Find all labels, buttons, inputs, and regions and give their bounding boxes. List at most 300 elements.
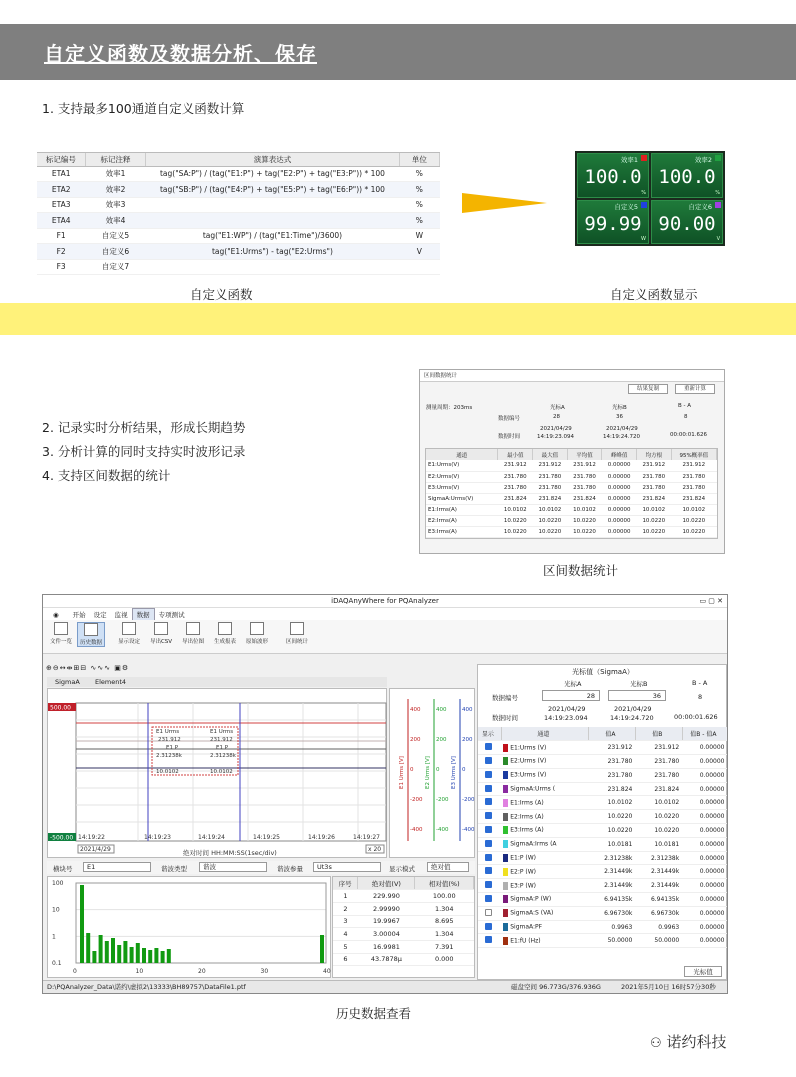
table-cell — [478, 810, 501, 824]
x-tick-label: 14:19:22 — [78, 834, 105, 841]
caption-func: 自定义函数 — [190, 287, 253, 302]
table-row — [333, 890, 474, 903]
table-cell: E2:Urms(V) — [426, 471, 498, 482]
cp-cursor-a: 光标A — [564, 680, 582, 688]
cursor-value-label: 10.0102 — [156, 769, 179, 775]
table-row — [478, 796, 728, 810]
table-cell — [478, 851, 501, 865]
table-cell: E2:Irms(A) — [426, 515, 498, 526]
table-cell: 10.0220 — [589, 810, 636, 824]
series-color-swatch — [503, 923, 508, 931]
menu-item[interactable]: 监视 — [114, 611, 128, 619]
right-axes — [390, 689, 476, 859]
harm-bar — [167, 949, 171, 963]
table-row — [426, 482, 717, 493]
time-label: 数据时间 — [498, 434, 521, 440]
ribbon-label: 区间统计 — [285, 639, 308, 645]
table-cell: 0.00000 — [682, 906, 727, 920]
show-checkbox[interactable] — [485, 840, 492, 847]
show-checkbox[interactable] — [485, 923, 492, 930]
show-checkbox[interactable] — [485, 757, 492, 764]
table-cell — [146, 197, 400, 213]
table-cell: 1.304 — [415, 928, 474, 941]
formula-header: 标记注释 — [85, 153, 145, 166]
table-row — [426, 504, 717, 515]
cp-num-label: 数据编号 — [492, 694, 518, 702]
table-cell: 231.780 — [671, 471, 716, 482]
zoom-label: x 20 — [368, 846, 382, 853]
x-tick-label: 14:19:26 — [308, 834, 335, 841]
table-cell: 10.0102 — [637, 504, 672, 515]
cursor-value-button[interactable]: 光标值 — [684, 966, 722, 977]
table-cell: 5 — [333, 940, 358, 953]
param-label: 谐波参量 — [277, 865, 303, 873]
ribbon-button[interactable] — [77, 622, 105, 647]
table-cell: 10.0220 — [567, 515, 602, 526]
table-row — [478, 782, 728, 796]
table-cell: 10.0181 — [635, 837, 682, 851]
table-cell: 231.824 — [567, 493, 602, 504]
table-cell: 231.912 — [671, 460, 716, 471]
harm-y-tick: 1 — [52, 933, 56, 941]
table-cell: 231.824 — [498, 493, 533, 504]
menu-item[interactable]: 开始 — [72, 611, 86, 619]
table-cell: 10.0102 — [671, 504, 716, 515]
right-axis-tick: 0 — [436, 767, 440, 773]
stats-header: 峰峰值 — [602, 449, 637, 460]
harm-x-tick: 0 — [73, 968, 77, 975]
channel-name: SigmaA:P (W) — [510, 895, 552, 903]
table-row — [478, 851, 728, 865]
series-color-swatch — [503, 895, 508, 903]
harm-bar — [99, 935, 103, 963]
right-axis-tick: 200 — [436, 737, 447, 743]
table-cell — [501, 755, 588, 769]
chart-tabs — [47, 677, 387, 687]
stats-header: 最小值 — [498, 449, 533, 460]
param-select[interactable]: Ut3s — [313, 862, 381, 872]
harm-bar — [105, 941, 109, 963]
window-title: iDAQAnyWhere for PQAnalyzer — [43, 595, 727, 608]
divider-band — [0, 303, 796, 335]
cp-time-b: 14:19:24.720 — [610, 714, 654, 722]
table-cell: 231.912 — [533, 460, 568, 471]
show-checkbox[interactable] — [485, 771, 492, 778]
cp-num-a-input[interactable]: 28 — [542, 690, 600, 701]
table-cell: 2.31449k — [635, 865, 682, 879]
table-cell: 自定义5 — [85, 228, 145, 244]
time-a: 14:19:23.094 — [537, 434, 574, 440]
ribbon-button[interactable] — [211, 622, 239, 645]
cp-time-a-date: 2021/04/29 — [548, 705, 586, 713]
cursor-table-header: 值B — [635, 727, 682, 741]
table-cell: V — [399, 244, 439, 260]
table-row — [426, 526, 717, 537]
table-row — [426, 460, 717, 471]
harm-table-header: 相对值(%) — [415, 877, 474, 890]
table-cell — [501, 906, 588, 920]
meter-color-chip — [715, 202, 721, 208]
table-cell — [501, 741, 588, 755]
harm-bar — [142, 948, 146, 963]
mode-select[interactable]: 绝对值 — [427, 862, 469, 872]
right-axis-tick: -200 — [462, 797, 475, 803]
table-cell: 231.780 — [635, 755, 682, 769]
series-color-swatch — [503, 854, 508, 862]
show-checkbox[interactable] — [485, 909, 492, 916]
table-cell — [501, 782, 588, 796]
table-cell: 0.00000 — [682, 741, 727, 755]
table-cell: 231.780 — [498, 471, 533, 482]
channel-name: E1:Irms (A) — [510, 799, 544, 807]
table-cell — [501, 893, 588, 907]
harm-y-tick: 10 — [52, 906, 60, 914]
table-cell: 10.0181 — [589, 837, 636, 851]
right-axis-tick: -400 — [462, 827, 475, 833]
stats-header: 均方根 — [637, 449, 672, 460]
cursor-panel — [477, 664, 727, 980]
ribbon-button[interactable] — [243, 622, 271, 645]
channel-name: E1:P (W) — [510, 854, 537, 862]
table-cell: 10.0102 — [589, 796, 636, 810]
table-cell: 2.31238k — [589, 851, 636, 865]
table-cell: 231.780 — [589, 768, 636, 782]
num-diff: 8 — [684, 414, 688, 420]
table-cell: 231.912 — [498, 460, 533, 471]
harm-bar — [320, 935, 324, 963]
table-cell: 6 — [333, 953, 358, 966]
chart-toolbar[interactable]: ⊕⊖↔⇹⊞⊟ ∿∿∿ ▣⚙ — [46, 664, 130, 672]
show-checkbox[interactable] — [485, 812, 492, 819]
table-cell: 10.0220 — [637, 526, 672, 537]
table-cell — [501, 810, 588, 824]
x-axis-label: 绝对时间 HH:MM:SS(1sec/div) — [183, 849, 277, 857]
meter-value: 90.00 — [658, 212, 716, 235]
table-cell: 231.824 — [635, 782, 682, 796]
harm-x-tick: 40 — [323, 968, 331, 975]
series-color-swatch — [503, 882, 508, 890]
cursor-value-label: 231.912 — [158, 737, 181, 743]
harm-x-tick: 30 — [260, 968, 269, 975]
ribbon-icon — [154, 622, 168, 635]
time-diff: 00:00:01.626 — [670, 432, 707, 438]
menu-item[interactable]: 专项测试 — [158, 611, 185, 619]
table-cell: 2 — [333, 902, 358, 915]
table-row — [37, 182, 440, 198]
menu-item[interactable]: 设定 — [93, 611, 107, 619]
table-cell: 231.912 — [589, 741, 636, 755]
harm-y-tick: 100 — [52, 880, 64, 887]
table-cell: 6.94135k — [589, 893, 636, 907]
ribbon-label: 导出位图 — [181, 639, 204, 645]
table-cell — [478, 796, 501, 810]
table-cell: 0.00000 — [682, 893, 727, 907]
table-cell: 10.0220 — [533, 526, 568, 537]
harmonic-chart-panel — [47, 876, 331, 978]
cp-num-diff: 8 — [698, 693, 703, 701]
table-cell — [501, 851, 588, 865]
type-select[interactable]: 谐波 — [199, 862, 267, 872]
cursor-value-label: E1 P — [216, 745, 229, 751]
table-cell: 229.990 — [358, 890, 415, 903]
right-axis-tick: 400 — [462, 707, 473, 713]
table-cell: 100.00 — [415, 890, 474, 903]
table-cell: 10.0102 — [635, 796, 682, 810]
table-cell: tag("SA:P") / (tag("E1:P") + tag("E2:P") + tag("E3:P")) * 100 — [146, 166, 400, 182]
raxis-label-2: E2 Urms [V] — [425, 756, 431, 789]
meter-tile — [651, 153, 723, 198]
table-cell: 0.00000 — [602, 482, 637, 493]
table-cell: E3:Urms(V) — [426, 482, 498, 493]
table-cell: 231.824 — [533, 493, 568, 504]
channel-name: E1:Urms (V) — [510, 744, 547, 752]
wechat-icon: ⚇ — [650, 1036, 662, 1051]
table-cell: 0.00000 — [602, 471, 637, 482]
right-axis-tick: 400 — [436, 707, 447, 713]
cp-time-label: 数据时间 — [492, 714, 518, 722]
show-checkbox[interactable] — [485, 895, 492, 902]
table-row — [478, 741, 728, 755]
table-cell: 10.0220 — [498, 526, 533, 537]
table-cell: ETA3 — [37, 197, 85, 213]
table-cell: 0.00000 — [682, 865, 727, 879]
formula-header: 标记编号 — [37, 153, 85, 166]
page-title: 自定义函数及数据分析、保存 — [44, 42, 317, 66]
table-cell: 16.9981 — [358, 940, 415, 953]
table-cell: ETA4 — [37, 213, 85, 229]
meter-select[interactable]: E1 — [83, 862, 151, 872]
series-color-swatch — [503, 840, 508, 848]
status-bar — [43, 980, 727, 993]
x-tick-label: 14:19:25 — [253, 834, 280, 841]
cursor-value-label: E1 P — [166, 745, 179, 751]
ribbon — [43, 620, 727, 654]
table-cell: F2 — [37, 244, 85, 260]
harm-bar — [80, 885, 84, 963]
table-cell: 10.0102 — [567, 504, 602, 515]
table-row — [478, 893, 728, 907]
ribbon-button[interactable] — [147, 622, 175, 645]
table-row — [333, 915, 474, 928]
ribbon-button[interactable] — [283, 622, 311, 645]
table-row — [37, 228, 440, 244]
ribbon-icon — [54, 622, 68, 635]
right-axis-tick: 400 — [410, 707, 421, 713]
table-cell: 1 — [333, 890, 358, 903]
table-cell: 0.00000 — [682, 824, 727, 838]
cursor-b-label: 光标B — [612, 405, 627, 411]
formula-table — [37, 152, 440, 274]
table-cell: 3 — [333, 915, 358, 928]
tab-sigmaa[interactable]: SigmaA — [55, 678, 80, 686]
table-row — [426, 493, 717, 504]
table-cell: 0.00000 — [602, 504, 637, 515]
channel-name: E3:Urms (V) — [510, 771, 547, 779]
menu-item[interactable]: 数据 — [132, 608, 155, 622]
show-checkbox[interactable] — [485, 826, 492, 833]
type-label: 谐波类型 — [161, 865, 187, 873]
table-row — [37, 213, 440, 229]
right-axes-panel — [389, 688, 475, 858]
series-color-swatch — [503, 826, 508, 834]
channel-name: SigmaA:PF — [510, 923, 543, 931]
ribbon-label: 原始波形 — [245, 639, 268, 645]
arrow-right-icon — [462, 193, 547, 213]
right-axis-tick: -400 — [436, 827, 449, 833]
show-checkbox[interactable] — [485, 785, 492, 792]
table-row — [333, 902, 474, 915]
table-cell: 231.912 — [637, 460, 672, 471]
status-time: 2021年5月10日 16时57分30秒 — [621, 983, 716, 991]
recalc-button[interactable]: 重新计算 — [675, 384, 715, 394]
show-checkbox[interactable] — [485, 881, 492, 888]
table-row — [478, 920, 728, 934]
stats-grid — [425, 448, 718, 539]
table-cell: 231.780 — [567, 471, 602, 482]
table-row — [37, 166, 440, 182]
show-checkbox[interactable] — [485, 867, 492, 874]
feature-2: 2. 记录实时分析结果，形成长期趋势 — [42, 420, 246, 435]
harm-bar — [123, 941, 127, 963]
table-cell: E1:Urms(V) — [426, 460, 498, 471]
table-cell: 0.00000 — [682, 920, 727, 934]
ribbon-button[interactable] — [179, 622, 207, 645]
x-tick-label: 14:19:27 — [353, 834, 380, 841]
cursor-value-label: 10.0102 — [210, 769, 233, 775]
table-row — [426, 471, 717, 482]
raxis-label-3: E3 Urms [V] — [451, 756, 457, 789]
table-cell — [146, 259, 400, 275]
table-cell: 0.00000 — [682, 810, 727, 824]
channel-name: SigmaA:Urms ( — [510, 785, 556, 793]
meter-value: 100.0 — [658, 166, 716, 188]
meter-tile — [577, 153, 649, 198]
app-logo-icon[interactable]: ◉ — [53, 611, 59, 619]
table-cell — [478, 741, 501, 755]
table-row — [333, 940, 474, 953]
harm-table-header: 序号 — [333, 877, 358, 890]
table-cell: 10.0220 — [635, 824, 682, 838]
watermark-text: 诺约科技 — [666, 1033, 727, 1051]
ribbon-button[interactable] — [47, 622, 75, 645]
ribbon-label: 文件一览 — [49, 639, 72, 645]
date-label: 2021/4/29 — [80, 846, 111, 853]
table-cell: tag("SB:P") / (tag("E4:P") + tag("E5:P") + tag("E6:P")) * 100 — [146, 182, 400, 198]
table-row — [333, 953, 474, 966]
table-cell: 0.00000 — [602, 526, 637, 537]
harm-bar — [136, 943, 140, 963]
time-a-date: 2021/04/29 — [540, 426, 572, 432]
feature-3: 3. 分析计算的同时支持实时波形记录 — [42, 444, 246, 459]
feature-1: 1. 支持最多100通道自定义函数计算 — [42, 101, 245, 116]
table-cell — [478, 837, 501, 851]
table-cell: 效率2 — [85, 182, 145, 198]
table-cell — [501, 837, 588, 851]
table-cell: 10.0220 — [589, 824, 636, 838]
table-cell: % — [399, 197, 439, 213]
cursor-table — [478, 727, 728, 948]
meter-label: 效率2 — [694, 156, 712, 164]
feature-4: 4. 支持区间数据的统计 — [42, 468, 171, 483]
table-cell: 231.780 — [637, 482, 672, 493]
cp-time-diff: 00:00:01.626 — [674, 713, 718, 721]
series-color-swatch — [503, 771, 508, 779]
table-cell: 7.391 — [415, 940, 474, 953]
ribbon-icon — [84, 623, 98, 636]
series-color-swatch — [503, 744, 508, 752]
meter-color-chip — [715, 155, 721, 161]
right-axis-tick: 0 — [410, 767, 414, 773]
table-cell: 10.0220 — [498, 515, 533, 526]
meter-display — [575, 151, 725, 246]
harm-bar — [130, 947, 134, 963]
table-cell: 2.99990 — [358, 902, 415, 915]
show-checkbox[interactable] — [485, 743, 492, 750]
meter-label: 横块号 — [53, 865, 73, 873]
table-cell — [478, 893, 501, 907]
table-cell: 效率4 — [85, 213, 145, 229]
channel-name: E3:P (W) — [510, 882, 537, 890]
channel-name: SigmaA:S (VA) — [510, 909, 554, 917]
table-cell: 231.780 — [567, 482, 602, 493]
show-checkbox[interactable] — [485, 936, 492, 943]
table-row — [478, 879, 728, 893]
table-cell: E3:Irms(A) — [426, 526, 498, 537]
table-row — [478, 865, 728, 879]
cursor-value-label: 231.912 — [210, 737, 233, 743]
table-cell: F3 — [37, 259, 85, 275]
meter-unit: W — [641, 236, 646, 242]
window-controls[interactable]: ▭ ▢ ✕ — [699, 597, 723, 605]
meter-color-chip — [641, 155, 647, 161]
ribbon-icon — [250, 622, 264, 635]
table-cell — [501, 879, 588, 893]
cursor-table-header: 显示 — [478, 727, 501, 741]
table-cell: 19.9967 — [358, 915, 415, 928]
raxis-label-1: E1 Urms [V] — [399, 756, 405, 789]
ribbon-button[interactable] — [115, 622, 143, 645]
meter-value: 99.99 — [584, 212, 642, 235]
series-color-swatch — [503, 813, 508, 821]
ytop-label: 500.00 — [50, 704, 71, 712]
tab-element4[interactable]: Element4 — [95, 678, 127, 686]
show-checkbox[interactable] — [485, 854, 492, 861]
cursor-value-label: 2.31238k — [156, 753, 182, 759]
cp-num-b-input[interactable]: 36 — [608, 690, 666, 701]
ribbon-label: 导出CSV — [149, 639, 173, 645]
series-color-swatch — [503, 785, 508, 793]
table-cell: 0.00000 — [682, 851, 727, 865]
table-cell: 效率1 — [85, 166, 145, 182]
table-cell: tag("E1:Urms") - tag("E2:Urms") — [146, 244, 400, 260]
cursor-a-label: 光标A — [550, 405, 565, 411]
show-checkbox[interactable] — [485, 798, 492, 805]
table-cell: E1:Irms(A) — [426, 504, 498, 515]
stats-header: 平均值 — [567, 449, 602, 460]
formula-header: 单位 — [399, 153, 439, 166]
table-cell: 6.94135k — [635, 893, 682, 907]
right-axis-tick: 200 — [462, 737, 473, 743]
stats-header: 最大值 — [533, 449, 568, 460]
meter-tile — [651, 200, 723, 245]
table-cell: 231.824 — [637, 493, 672, 504]
table-cell: 231.912 — [635, 741, 682, 755]
series-color-swatch — [503, 799, 508, 807]
table-cell: 10.0220 — [637, 515, 672, 526]
copy-result-button[interactable]: 结果复制 — [628, 384, 668, 394]
table-cell: 0.00000 — [682, 796, 727, 810]
table-row — [333, 928, 474, 941]
